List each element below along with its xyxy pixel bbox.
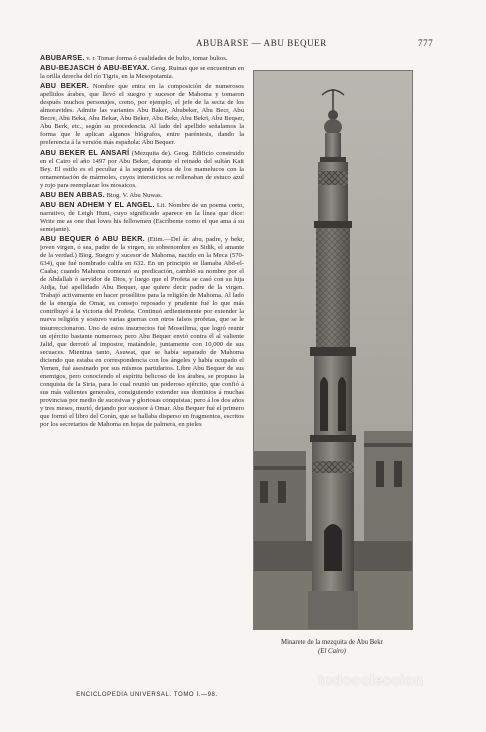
entry-headword: ABUBARSE.	[40, 54, 85, 62]
text-column	[40, 54, 244, 690]
page-number: 777	[418, 38, 434, 48]
entry-text: v. r. Tomar forma ó cualidades de bulto, tomar bultos.	[86, 55, 228, 62]
caption-line: Minarete de la mezquita de Abu Bekr	[281, 639, 383, 646]
entry-abu-ben-adhem	[40, 201, 244, 234]
entry-headword: ABU BEQUER ó ABU BEKR.	[40, 233, 145, 243]
entry-text: (Etim.—Del ár. abu, padre, y bekr, joven virgen, ó sea, padre de la virgen, su sobrenombre es Sidik, el amante de la verdad.) Biog. Suegro y sucesor de Mahoma, nacido en la Meca (570-634), que fué nombrado califa en 632. En un principio se llamaba Abd-el-Caaba; cuando Mahoma comenzó su predicación, cambió su nombre por el de Abdallah ó servidor de Dios, y luego que el Profeta se casó con su hija Aidja, fué apellidado Abu Bequer, que quiere decir padre de la virgen. Trabajó activamente en hacer prosélitos para la religión de Mahoma. Al lado de la energía de Omar, su consejo reposado y prudente fué lo que más contribuyó á la victoria del Profeta. Continuó ardientemente por extender la nueva religión y sostuvo varias guerras con otros falsos profetas, que se le insurreccionaron. Uno de estos insurrectos fué Moseilima, que logró reunir un ejército bastante numeroso; pero Abu Bequer envió contra él al valiente Jalid, que derrotó al impostor, matándole, juntamente con 10,000 de sus secuaces. Mientras tanto, Asuwat, que se había separado de Mahoma diciendo que estaba en correspondencia con los ángeles y había ocupado el Yemen, fué asesinado por sus mismos partidarios. Libre Abu Bequer de sus enemigos, pero conociendo el espíritu belicoso de los árabes, se propuso la conquista de la Siria, para lo cual reunió un poderoso ejército, que confió á sus más valientes generales, consiguiendo extender sus dominios á muchas provincias por medio de sucesivas y gloriosas conquistas; pero á los dos años y tres meses, murió, dejando por sucesor á Omar. Abu Bequer fué el primero que formó el libro del Corán, que se hallaba disperso en fragmentos, escritos por los secretarios de Mahoma en hojas de palmera, en pieles	[40, 235, 244, 429]
entry-abu-ben-abbas	[40, 191, 244, 200]
entry-text: Lit. Nombre de un poema corto, narrativo, de Leigh Hunt, cuyo significado aparece en la línea que dice: Write me as one that loves his fellowmen (Escríbeme como el que ama á su semejante).	[40, 201, 244, 233]
entry-text: Geog. Ruinas que se encuentran en la orilla derecha del río Tigris, en la Mesopotamia.	[40, 65, 244, 81]
page-footer: ENCICLOPEDIA UNIVERSAL. TOMO I.—98.	[76, 692, 218, 698]
entry-text: Nombre que entra en la composición de numerosos apellidos árabes, que llevó el suegro y sucesor de Mahoma y tomaron después muchos personajes, como, por ejemplo, el jefe de la secta de los almoravides. Admite las variantes Abu Baker, Abubeker, Abu Becr, Abu Becre, Abu Beka, Abu Bekar, Abu Beker, Abu Bekr, Abu Bekri, Abu Beqser, Abu Berk, etc., según su procedencia. Al lado del apellido señalamos la forma que le aplican algunos biógrafos, entre paréntesis, dando la preferencia á la versión más española: Abu Bequer.	[40, 83, 244, 147]
minaret-photograph	[253, 70, 413, 630]
entry-abu-beker-el-ansari	[40, 149, 244, 190]
entry-headword: ABU BEN ABBAS.	[40, 189, 105, 199]
entry-headword: ABU BEKER EL ANSARÍ	[40, 147, 130, 157]
minaret-illustration	[254, 71, 412, 629]
entry-text: Biog. V. Abu Nuwas.	[106, 191, 163, 199]
running-title: ABUBARSE — ABU BEQUER	[196, 38, 327, 48]
watermark-logo: todocoleccion	[318, 672, 424, 689]
entry-abu-bequer	[40, 235, 244, 429]
entry-headword: ABU BEN ADHEM Y EL ANGEL.	[40, 199, 155, 209]
entry-abubarse	[40, 54, 244, 63]
figure-caption	[250, 638, 414, 656]
page-header	[0, 38, 486, 50]
entry-text: (Mezquita de). Geog. Edificio construido en el Cairo el año 1497 por Abu Beker, durante el reinado del sultán Kait Bey. El estilo es el peculiar á la segunda época de los mamelucos con la ornamentación de mármoles, cuyos intersticios se rellenaban de estuco azul y rojo para reemplazar los mosaicos.	[40, 149, 244, 189]
entry-headword: ABU-BEJASCH ó ABU-BEYAX.	[40, 63, 150, 73]
caption-line: (El Cairo)	[318, 648, 346, 655]
entry-abu-beker	[40, 82, 244, 147]
entry-abu-bejasch	[40, 64, 244, 81]
entry-headword: ABU BEKER.	[40, 81, 89, 91]
